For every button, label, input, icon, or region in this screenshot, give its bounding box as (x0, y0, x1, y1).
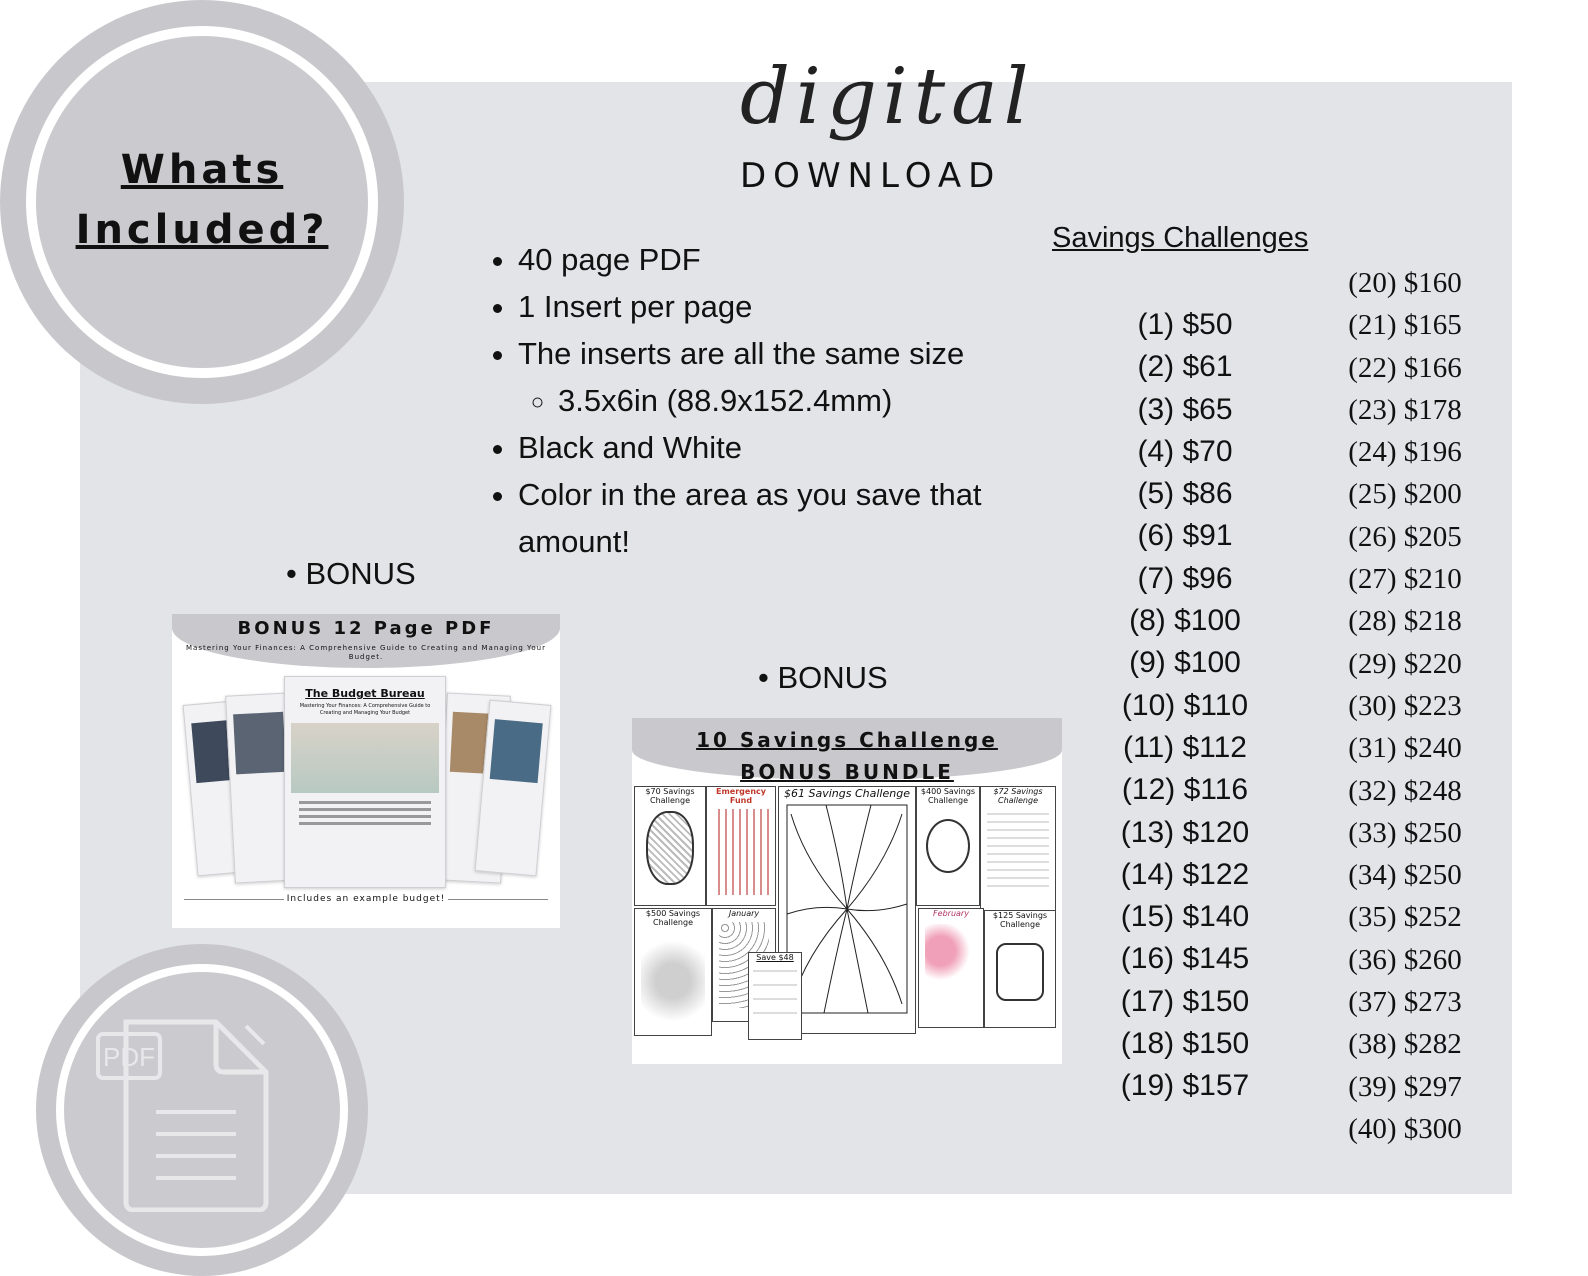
feature-item: • Black and White (518, 424, 1038, 471)
savings-amount: (28) $218 (1348, 605, 1462, 638)
savings-amount: (9) $100 (1129, 646, 1241, 680)
savings-list-column-2 (1330, 262, 1480, 1150)
savings-amount: (38) $282 (1348, 1028, 1462, 1061)
savings-amount: (32) $248 (1348, 774, 1462, 807)
savings-amount: (27) $210 (1348, 563, 1462, 596)
feature-list (490, 236, 1038, 565)
savings-amount: (12) $116 (1121, 773, 1249, 807)
challenge-sheet: January (712, 908, 776, 1022)
savings-amount: (26) $205 (1348, 520, 1462, 553)
preview-cover-page: The Budget Bureau Mastering Your Finances: A Comprehensive Guide to Creating and Managing Your Budget (284, 676, 446, 888)
challenge-sheet: $400 Savings Challenge (916, 786, 980, 906)
feature-subitem: ◦ 3.5x6in (88.9x152.4mm) (558, 377, 1038, 424)
savings-amount: (37) $273 (1348, 986, 1462, 1019)
savings-amount: (3) $65 (1137, 392, 1233, 426)
savings-amount: (6) $91 (1137, 519, 1233, 553)
feature-item: • 40 page PDF (518, 236, 1038, 283)
feature-item: • 1 Insert per page (518, 283, 1038, 330)
savings-amount: (11) $112 (1123, 730, 1247, 764)
challenge-sheet: $61 Savings Challenge (778, 786, 916, 1034)
bonus-bundle-title: 10 Savings Challenge BONUS BUNDLE (696, 728, 998, 784)
savings-amount: (19) $157 (1120, 1069, 1250, 1103)
challenge-sheet: February (918, 908, 984, 1028)
savings-amount: (29) $220 (1348, 647, 1462, 680)
savings-amount: (8) $100 (1129, 604, 1241, 638)
savings-amount: (23) $178 (1348, 393, 1462, 426)
svg-text:PDF: PDF (103, 1042, 155, 1072)
savings-amount: (15) $140 (1120, 900, 1250, 934)
savings-amount: (1) $50 (1137, 308, 1233, 341)
savings-amount: (39) $297 (1348, 1070, 1462, 1103)
preview-photo (291, 723, 439, 793)
feature-item: • The inserts are all the same size ◦ 3.5x6in (88.9x152.4mm) (518, 330, 1038, 424)
savings-amount: (34) $250 (1348, 859, 1462, 892)
challenge-sheet: $125 Savings Challenge (984, 910, 1056, 1028)
bonus-label: • BONUS (758, 660, 888, 696)
savings-amount: (30) $223 (1348, 689, 1462, 722)
bonus-pdf-footer: Includes an example budget! (286, 894, 446, 904)
spiral-pattern (786, 804, 908, 1014)
savings-amount: (5) $86 (1137, 477, 1233, 511)
feature-item: • Color in the area as you save that amount! (518, 471, 1038, 565)
whats-included-title: Whats Included? (75, 147, 329, 253)
download-heading: DOWNLOAD (740, 156, 1002, 196)
savings-amount: (2) $61 (1137, 350, 1233, 384)
savings-amount: (4) $70 (1137, 434, 1233, 468)
challenge-sheet: $500 Savings Challenge (634, 908, 712, 1036)
savings-amount: (31) $240 (1348, 732, 1462, 765)
savings-amount: (36) $260 (1348, 943, 1462, 976)
challenge-sheet: Emergency Fund (706, 786, 776, 906)
bonus-bundle-preview (632, 718, 1062, 1064)
savings-amount: (21) $165 (1348, 309, 1462, 342)
savings-list-column-1 (1100, 304, 1270, 1108)
bonus-pdf-title: BONUS 12 Page PDF (237, 618, 495, 639)
bonus-pdf-preview (172, 614, 560, 928)
savings-amount: (35) $252 (1348, 901, 1462, 934)
savings-amount: (16) $145 (1120, 942, 1250, 976)
digital-script-heading: digital (740, 52, 1035, 142)
savings-amount: (40) $300 (1348, 1112, 1462, 1145)
savings-amount: (24) $196 (1348, 436, 1462, 469)
savings-amount: (33) $250 (1348, 816, 1462, 849)
savings-amount: (18) $150 (1120, 1027, 1250, 1061)
challenge-sheet: $70 Savings Challenge (634, 786, 706, 906)
savings-challenges-heading: Savings Challenges (1052, 222, 1309, 254)
savings-amount: (10) $110 (1121, 688, 1249, 722)
bonus-pdf-subtitle: Mastering Your Finances: A Comprehensive Guide to Creating and Managing Your Budget. (186, 644, 546, 661)
savings-amount: (25) $200 (1348, 478, 1462, 511)
savings-amount: (14) $122 (1120, 857, 1250, 891)
savings-amount: (20) $160 (1348, 267, 1462, 299)
challenge-sheet: $72 Savings Challenge (980, 786, 1056, 912)
savings-amount: (17) $150 (1120, 984, 1250, 1018)
savings-amount: (22) $166 (1348, 351, 1462, 384)
bonus-label: • BONUS (286, 556, 416, 592)
savings-amount: (13) $120 (1120, 815, 1250, 849)
savings-amount: (7) $96 (1137, 561, 1233, 595)
challenge-sheet: Save $48 (748, 952, 802, 1040)
pdf-document-icon (96, 1012, 276, 1216)
